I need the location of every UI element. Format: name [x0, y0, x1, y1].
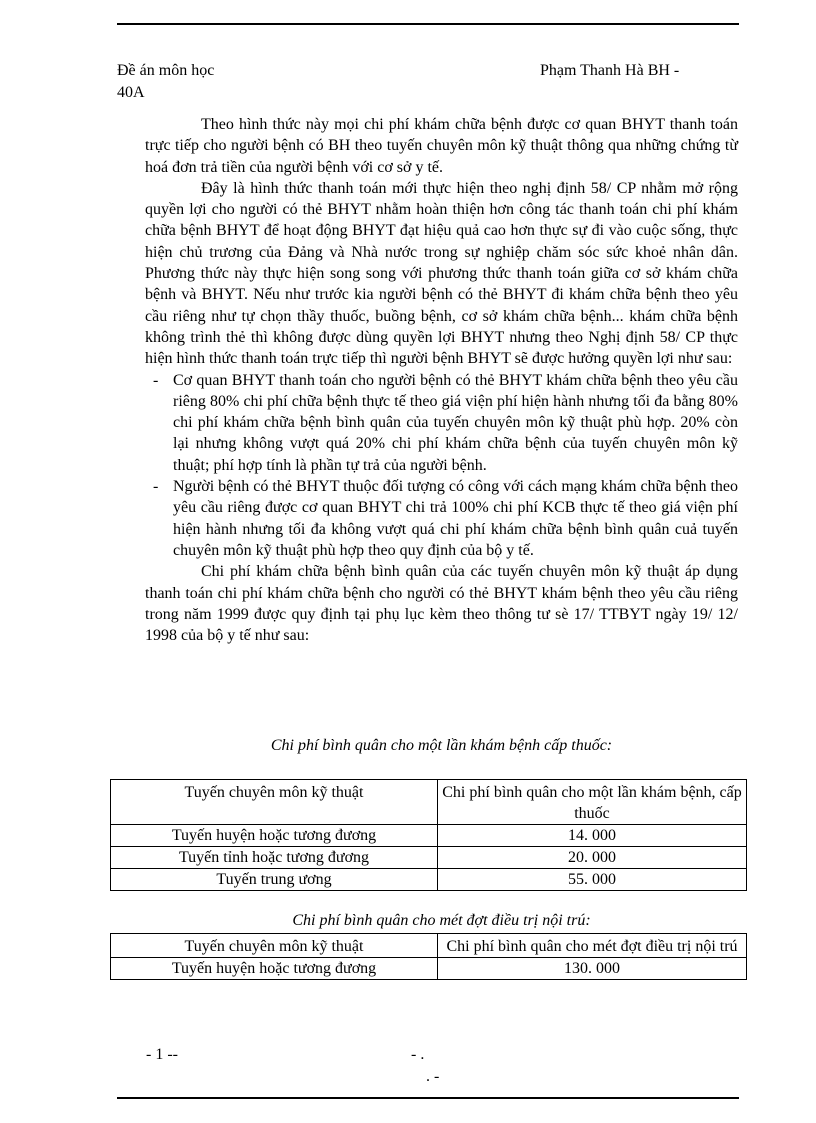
paragraph-3: Chi phí khám chữa bệnh bình quân của các tuyến chuyên môn kỹ thuật áp dụng thanh toán chi phí khám chữa bệnh cho người có thẻ BHYT khám bệnh theo yêu cầu riêng trong năm 1999 được quy định tại phụ lục kèm theo thông tư sè 17/ TTBYT ngày 19/ 12/ 1998 của bộ y tế như sau: — [145, 563, 738, 645]
column-header-level: Tuyến chuyên môn kỹ thuật — [111, 780, 438, 825]
bullet-dash: - — [153, 371, 159, 389]
table-cell: Tuyến trung ương — [111, 869, 438, 891]
column-header-level: Tuyến chuyên môn kỹ thuật — [111, 934, 438, 958]
benefit-list — [145, 370, 738, 562]
paragraph-1: Theo hình thức này mọi chi phí khám chữa bệnh được cơ quan BHYT thanh toán trực tiếp cho người bệnh có BH theo tuyến chuyên môn kỹ thuật thông qua những chứng từ hoá đơn trả tiền của người bệnh với cơ sở y tế. — [145, 116, 738, 176]
list-item-text: Cơ quan BHYT thanh toán cho người bệnh có thẻ BHYT khám chữa bệnh theo yêu cầu riêng 80% chi phí chữa bệnh thực tế theo giá viện phí hiện hành nhưng tối đa bằng 80% chi phí khám chữa bệnh bình quân của tuyến chuyên môn kỹ thuật phù hợp. 20% còn lại nhưng không vượt quá 20% chi phí khám chữa bệnh của tuyến chuyên môn kỹ thuật; phí hợp tính là phần tự trả của người bệnh. — [173, 371, 738, 474]
table-cell: 20. 000 — [438, 847, 747, 869]
paragraph-2: Đây là hình thức thanh toán mới thực hiện theo nghị định 58/ CP nhằm mở rộng quyền lợi cho người có thẻ BHYT nhằm hoàn thiện hơn công tác thanh toán chi phí khám chữa bệnh BHYT để hoạt động BHYT đạt hiệu quả cao hơn thực sự đi vào cuộc sống, thực hiện chủ trương của Đảng và Nhà nước trong sự nghiệp chăm sóc sức khoẻ nhân dân. Phương thức này thực hiện song song với phương thức thanh toán giữa cơ sở khám chữa bệnh và BHYT. Nếu như trước kia người bệnh có thẻ BHYT đi khám chữa bệnh theo yêu cầu riêng như tự chọn thầy thuốc, buồng bệnh, cơ sở khám chữa bệnh... khám chữa bệnh không trình thẻ thì không được dùng quyền lợi BHYT nhưng theo Nghị định 58/ CP thực hiện hình thức thanh toán trực tiếp thì người bệnh BHYT sẽ được hưởng quyền lợi như sau: — [145, 179, 738, 368]
inpatient-cost-table — [110, 933, 747, 980]
list-item — [145, 476, 738, 561]
table-cell: 55. 000 — [438, 869, 747, 891]
table2-caption: Chi phí bình quân cho mét đợt điều trị nội trú: — [292, 912, 591, 929]
table1-caption: Chi phí bình quân cho một lần khám bệnh cấp thuốc: — [270, 737, 613, 754]
list-item-text: Người bệnh có thẻ BHYT thuộc đối tượng có công với cách mạng khám chữa bệnh theo yêu cầu riêng được cơ quan BHYT chi trả 100% chi phí KCB thực tế theo giá viện phí hiện hành nhưng tối đa không vượt quá chi phí khám chữa bệnh bình quân cuả tuyến chuyên môn kỹ thuật phù hợp theo quy định của bộ y tế. — [173, 478, 738, 559]
top-rule — [117, 23, 739, 25]
footer-mark: . - — [426, 1068, 440, 1085]
table-row — [111, 825, 747, 847]
table-row — [111, 847, 747, 869]
column-header-cost: Chi phí bình quân cho mét đợt điều trị nội trú — [438, 934, 747, 958]
table-row — [111, 869, 747, 891]
page-number: - 1 -- — [146, 1046, 178, 1063]
table-header-row — [111, 934, 747, 958]
bullet-dash: - — [153, 478, 159, 496]
table-header-row — [111, 780, 747, 825]
table-cell: Tuyến tỉnh hoặc tương đương — [111, 847, 438, 869]
table-cell: Tuyến huyện hoặc tương đương — [111, 825, 438, 847]
bottom-rule — [117, 1097, 739, 1099]
header-class: 40A — [117, 84, 145, 101]
outpatient-cost-table — [110, 779, 747, 891]
list-item — [145, 370, 738, 476]
table-cell: 14. 000 — [438, 825, 747, 847]
document-body — [145, 114, 738, 646]
header-author: Phạm Thanh Hà BH - — [540, 62, 680, 79]
table-cell: Tuyến huyện hoặc tương đương — [111, 958, 438, 980]
table-row — [111, 958, 747, 980]
column-header-cost: Chi phí bình quân cho một lần khám bệnh, cấp thuốc — [438, 780, 747, 825]
footer-mark: - . — [411, 1046, 425, 1063]
table-cell: 130. 000 — [438, 958, 747, 980]
header-course-title: Đề án môn học — [117, 62, 215, 79]
